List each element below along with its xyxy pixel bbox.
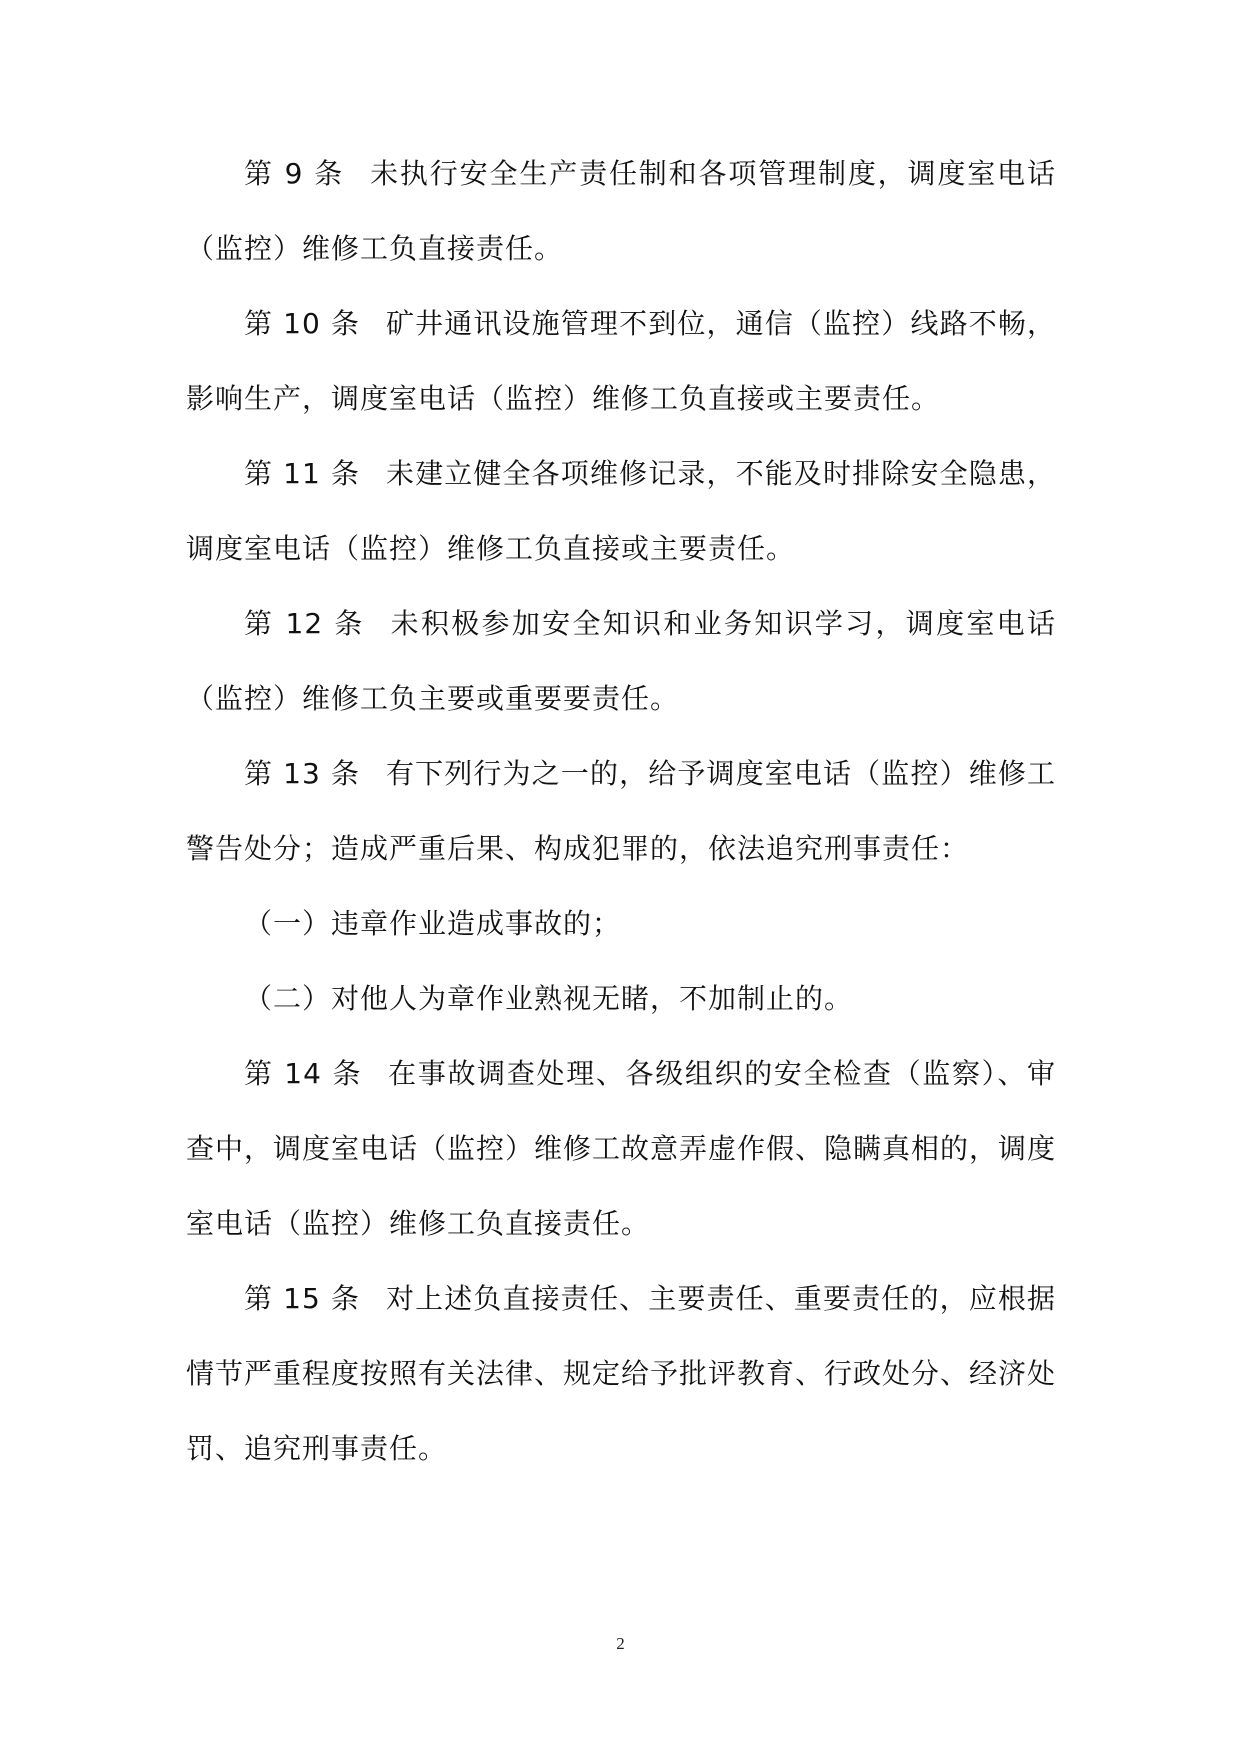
- list-item-text: （一）违章作业造成事故的；: [244, 907, 622, 940]
- article-number: 第 12 条: [244, 607, 365, 640]
- list-item-2: [186, 961, 1056, 1036]
- article-number: 第 10 条: [244, 307, 360, 340]
- article-14: [186, 1036, 1056, 1261]
- article-number: 第 13 条: [244, 757, 360, 790]
- article-text: 矿井通讯设施管理不到位，通信（监控）线路不畅，影响生产，调度室电话（监控）维修工负直接或主要责任。: [186, 307, 1056, 415]
- article-text: 对上述负直接责任、主要责任、重要责任的，应根据情节严重程度按照有关法律、规定给予批评教育、行政处分、经济处罚、追究刑事责任。: [186, 1282, 1057, 1465]
- document-body: [186, 136, 1056, 1486]
- article-text: 有下列行为之一的，给予调度室电话（监控）维修工警告处分；造成严重后果、构成犯罪的，依法追究刑事责任：: [186, 757, 1056, 865]
- list-item-1: [186, 886, 1056, 961]
- article-15: [186, 1261, 1056, 1486]
- article-number: 第 11 条: [244, 457, 360, 490]
- article-number: 第 9 条: [244, 157, 345, 190]
- article-10: [186, 286, 1056, 436]
- article-11: [186, 436, 1056, 586]
- article-13: [186, 736, 1056, 886]
- list-item-text: （二）对他人为章作业熟视无睹，不加制止的。: [244, 982, 854, 1015]
- article-text: 未建立健全各项维修记录，不能及时排除安全隐患，调度室电话（监控）维修工负直接或主要责任。: [186, 457, 1056, 565]
- article-text: 在事故调查处理、各级组织的安全检查（监察）、审查中，调度室电话（监控）维修工故意弄虚作假、隐瞒真相的，调度室电话（监控）维修工负直接责任。: [186, 1057, 1057, 1240]
- article-number: 第 15 条: [244, 1282, 360, 1315]
- article-9: [186, 136, 1056, 286]
- article-12: [186, 586, 1056, 736]
- page-number: 2: [616, 1634, 625, 1653]
- article-number: 第 14 条: [244, 1057, 363, 1090]
- article-text: 未积极参加安全知识和业务知识学习，调度室电话（监控）维修工负主要或重要要责任。: [186, 607, 1056, 715]
- article-text: 未执行安全生产责任制和各项管理制度，调度室电话（监控）维修工负直接责任。: [186, 157, 1056, 265]
